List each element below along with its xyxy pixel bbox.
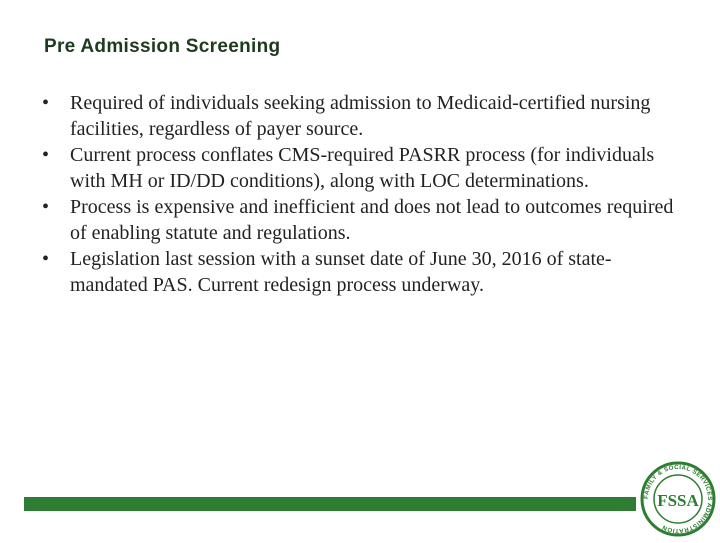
list-item <box>28 90 678 142</box>
seal-ring-text: FAMILY & SOCIAL SERVICES ADMINISTRATION <box>642 463 714 535</box>
bullet-text: Required of individuals seeking admission to Medicaid-certified nursing facilities, regardless of payer source. <box>70 92 651 140</box>
bullet-marker: • <box>42 92 50 114</box>
list-item <box>28 246 678 298</box>
bullet-list <box>28 90 678 298</box>
list-item <box>28 194 678 246</box>
list-item <box>28 142 678 194</box>
footer-bar <box>24 497 636 511</box>
fssa-seal-icon <box>639 460 717 538</box>
bullet-marker: • <box>42 196 50 218</box>
bullet-marker: • <box>42 144 50 166</box>
seal-logo-text: FSSA <box>657 491 699 510</box>
bullet-marker: • <box>42 248 50 270</box>
bullet-text: Process is expensive and inefficient and does not lead to outcomes required of enabling statute and regulations. <box>70 196 674 244</box>
page-title: Pre Admission Screening <box>44 36 281 57</box>
bullet-text: Current process conflates CMS-required PASRR process (for individuals with MH or ID/DD conditions), along with LOC determinations. <box>70 144 655 192</box>
bullet-text: Legislation last session with a sunset date of June 30, 2016 of state-mandated PAS. Current redesign process underway. <box>70 248 612 296</box>
